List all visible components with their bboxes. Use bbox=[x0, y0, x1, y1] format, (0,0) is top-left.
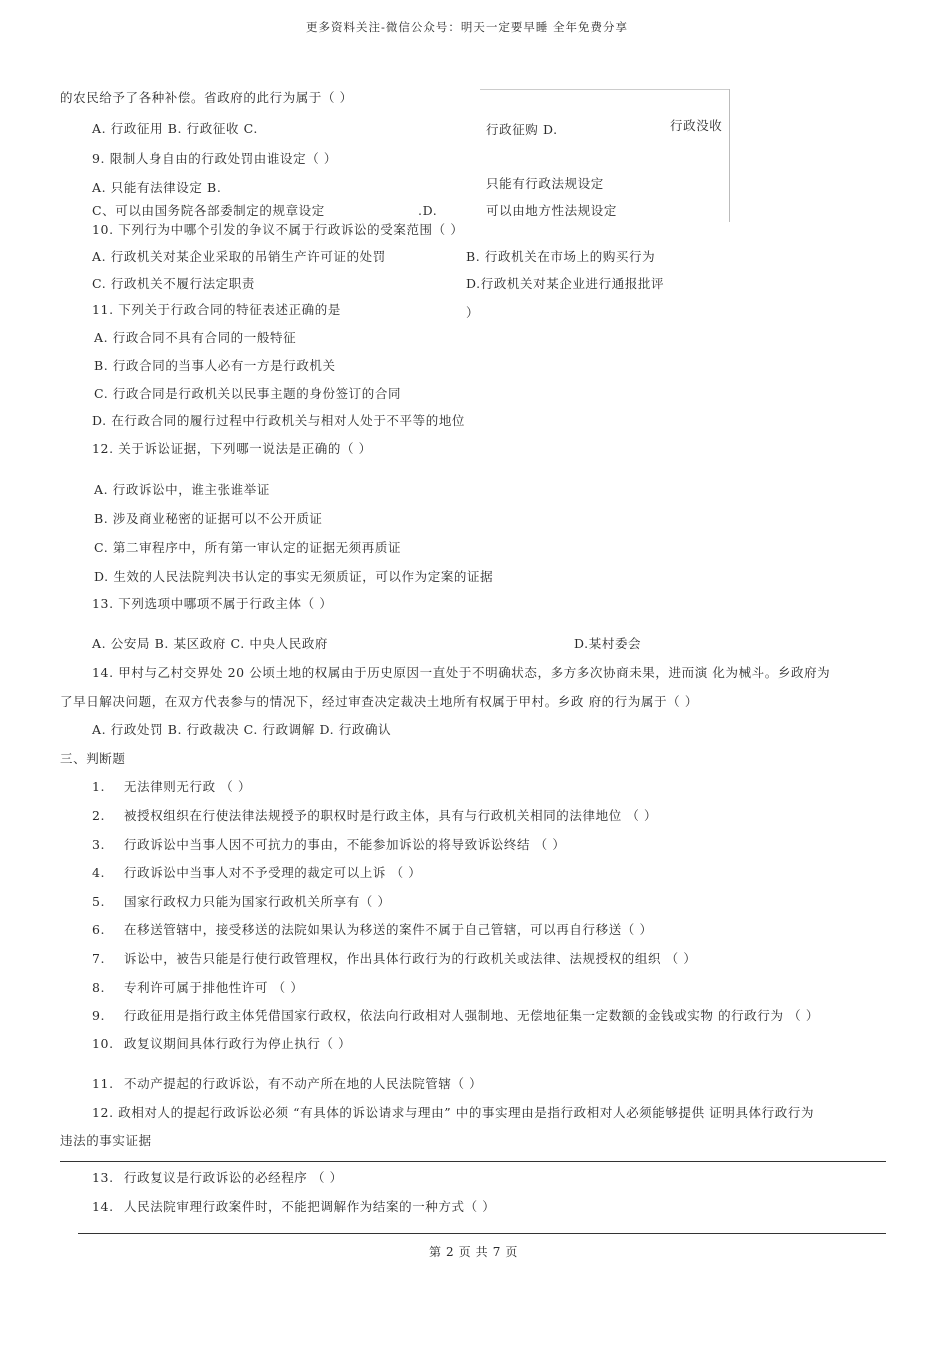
divider bbox=[60, 1161, 886, 1162]
judge-item-1-number: 1. bbox=[92, 779, 106, 794]
q8-option-d: 行政没收 bbox=[670, 118, 723, 133]
judge-item-3-text: 行政诉讼中当事人因不可抗力的事由，不能参加诉讼的将导致诉讼终结 （ ） bbox=[124, 837, 566, 852]
judge-item-10-number: 10. bbox=[92, 1036, 114, 1051]
q9-stem: 9. 限制人身自由的行政处罚由谁设定（ ） bbox=[92, 151, 337, 166]
q11-option-a: A. 行政合同不具有合同的一般特征 bbox=[94, 330, 297, 345]
q11-option-b: B. 行政合同的当事人必有一方是行政机关 bbox=[94, 358, 336, 373]
judge-item-7-text: 诉讼中，被告只能是行使行政管理权，作出具体行政行为的行政机关或法律、法规授权的组织 （ ） bbox=[124, 951, 697, 966]
q9-option-c: C、可以由国务院各部委制定的规章设定 bbox=[92, 203, 325, 218]
q11-option-d: D. 在行政合同的履行过程中行政机关与相对人处于不平等的地位 bbox=[92, 413, 466, 428]
judge-item-11-number: 11. bbox=[92, 1076, 114, 1091]
judge-item-2-number: 2. bbox=[92, 808, 106, 823]
q12-option-c: C. 第二审程序中，所有第一审认定的证据无须再质证 bbox=[94, 540, 402, 555]
judge-item-2-text: 被授权组织在行使法律法规授予的职权时是行政主体，具有与行政机关相同的法律地位 （ ） bbox=[124, 808, 658, 823]
judge-item-9-number: 9. bbox=[92, 1008, 106, 1023]
judge-item-7-number: 7. bbox=[92, 951, 106, 966]
q9-option-d: 可以由地方性法规设定 bbox=[486, 203, 618, 218]
judge-item-10-text: 政复议期间具体行政行为停止执行（ ） bbox=[124, 1036, 352, 1051]
q10-option-d: D.行政机关对某企业进行通报批评 bbox=[466, 276, 665, 291]
box-right-border bbox=[729, 89, 730, 222]
q13-stem: 13. 下列选项中哪项不属于行政主体（ ） bbox=[92, 596, 333, 611]
q11-close-paren: ） bbox=[466, 305, 480, 320]
q8-option-c: 行政征购 D. bbox=[486, 122, 558, 137]
q12-option-a: A. 行政诉讼中，谁主张谁举证 bbox=[94, 482, 270, 497]
box-top-border bbox=[480, 89, 730, 90]
judge-item-6-text: 在移送管辖中，接受移送的法院如果认为移送的案件不属于自己管辖，可以再自行移送（ ） bbox=[124, 922, 653, 937]
q10-option-a: A. 行政机关对某企业采取的吊销生产许可证的处罚 bbox=[92, 249, 386, 264]
q13-options-abc: A. 公安局 B. 某区政府 C. 中央人民政府 bbox=[92, 636, 329, 651]
judge-item-14-number: 14. bbox=[92, 1199, 114, 1214]
q8-stem: 的农民给予了各种补偿。省政府的此行为属于（ ） bbox=[60, 90, 353, 105]
judge-item-14-text: 人民法院审理行政案件时，不能把调解作为结案的一种方式（ ） bbox=[124, 1199, 496, 1214]
page-header: 更多资料关注-微信公众号：明天一定要早睡 全年免费分享 bbox=[306, 20, 629, 34]
q12-option-b: B. 涉及商业秘密的证据可以不公开质证 bbox=[94, 511, 323, 526]
judge-item-5-text: 国家行政权力只能为国家行政机关所享有（ ） bbox=[124, 894, 391, 909]
judge-item-3-number: 3. bbox=[92, 837, 106, 852]
judge-item-12-line-1: 12. 政相对人的提起行政诉讼必须 “有具体的诉讼请求与理由” 中的事实理由是指行政相对人必须能够提供 证明具体行政行为 bbox=[92, 1105, 815, 1120]
judge-item-9-text: 行政征用是指行政主体凭借国家行政权，依法向行政相对人强制地、无偿地征集一定数额的金钱或实物 的行政行为 （ ） bbox=[124, 1008, 819, 1023]
judge-item-13-text: 行政复议是行政诉讼的必经程序 （ ） bbox=[124, 1170, 343, 1185]
q9-option-b: 只能有行政法规设定 bbox=[486, 176, 604, 191]
q12-stem: 12. 关于诉讼证据，下列哪一说法是正确的（ ） bbox=[92, 441, 372, 456]
section-title-judgement: 三、判断题 bbox=[60, 751, 126, 766]
q14-options: A. 行政处罚 B. 行政裁决 C. 行政调解 D. 行政确认 bbox=[92, 722, 392, 737]
q10-stem: 10. 下列行为中哪个引发的争议不属于行政诉讼的受案范围（ ） bbox=[92, 222, 464, 237]
judge-item-1-text: 无法律则无行政 （ ） bbox=[124, 779, 252, 794]
q11-stem: 11. 下列关于行政合同的特征表述正确的是 bbox=[92, 302, 341, 317]
judge-item-6-number: 6. bbox=[92, 922, 106, 937]
q9-option-a: A. 只能有法律设定 B. bbox=[92, 180, 222, 195]
judge-item-8-number: 8. bbox=[92, 980, 106, 995]
judge-item-12-line-2: 违法的事实证据 bbox=[60, 1133, 152, 1148]
q13-option-d: D.某村委会 bbox=[574, 636, 642, 651]
judge-item-4-text: 行政诉讼中当事人对不予受理的裁定可以上诉 （ ） bbox=[124, 865, 422, 880]
q11-option-c: C. 行政合同是行政机关以民事主题的身份签订的合同 bbox=[94, 386, 402, 401]
judge-item-11-text: 不动产提起的行政诉讼，有不动产所在地的人民法院管辖（ ） bbox=[124, 1076, 483, 1091]
q12-option-d: D. 生效的人民法院判决书认定的事实无须质证，可以作为定案的证据 bbox=[94, 569, 494, 584]
footer-rule bbox=[78, 1233, 886, 1234]
page-number: 第 2 页 共 7 页 bbox=[429, 1245, 518, 1259]
judge-item-13-number: 13. bbox=[92, 1170, 114, 1185]
q14-line-1: 14. 甲村与乙村交界处 20 公顷土地的权属由于历史原因一直处于不明确状态，多方多次协商未果，进而演 化为械斗。乡政府为 bbox=[92, 665, 831, 680]
q9-option-d-label: .D. bbox=[418, 203, 438, 218]
judge-item-5-number: 5. bbox=[92, 894, 106, 909]
q10-option-b: B. 行政机关在市场上的购买行为 bbox=[466, 249, 656, 264]
q14-line-2: 了早日解决问题，在双方代表参与的情况下，经过审查决定裁决土地所有权属于甲村。乡政 府的行为属于（ ） bbox=[60, 694, 698, 709]
judge-item-8-text: 专利许可属于排他性许可 （ ） bbox=[124, 980, 304, 995]
q8-options-ab: A. 行政征用 B. 行政征收 C. bbox=[92, 121, 258, 136]
judge-item-4-number: 4. bbox=[92, 865, 106, 880]
q10-option-c: C. 行政机关不履行法定职责 bbox=[92, 276, 255, 291]
